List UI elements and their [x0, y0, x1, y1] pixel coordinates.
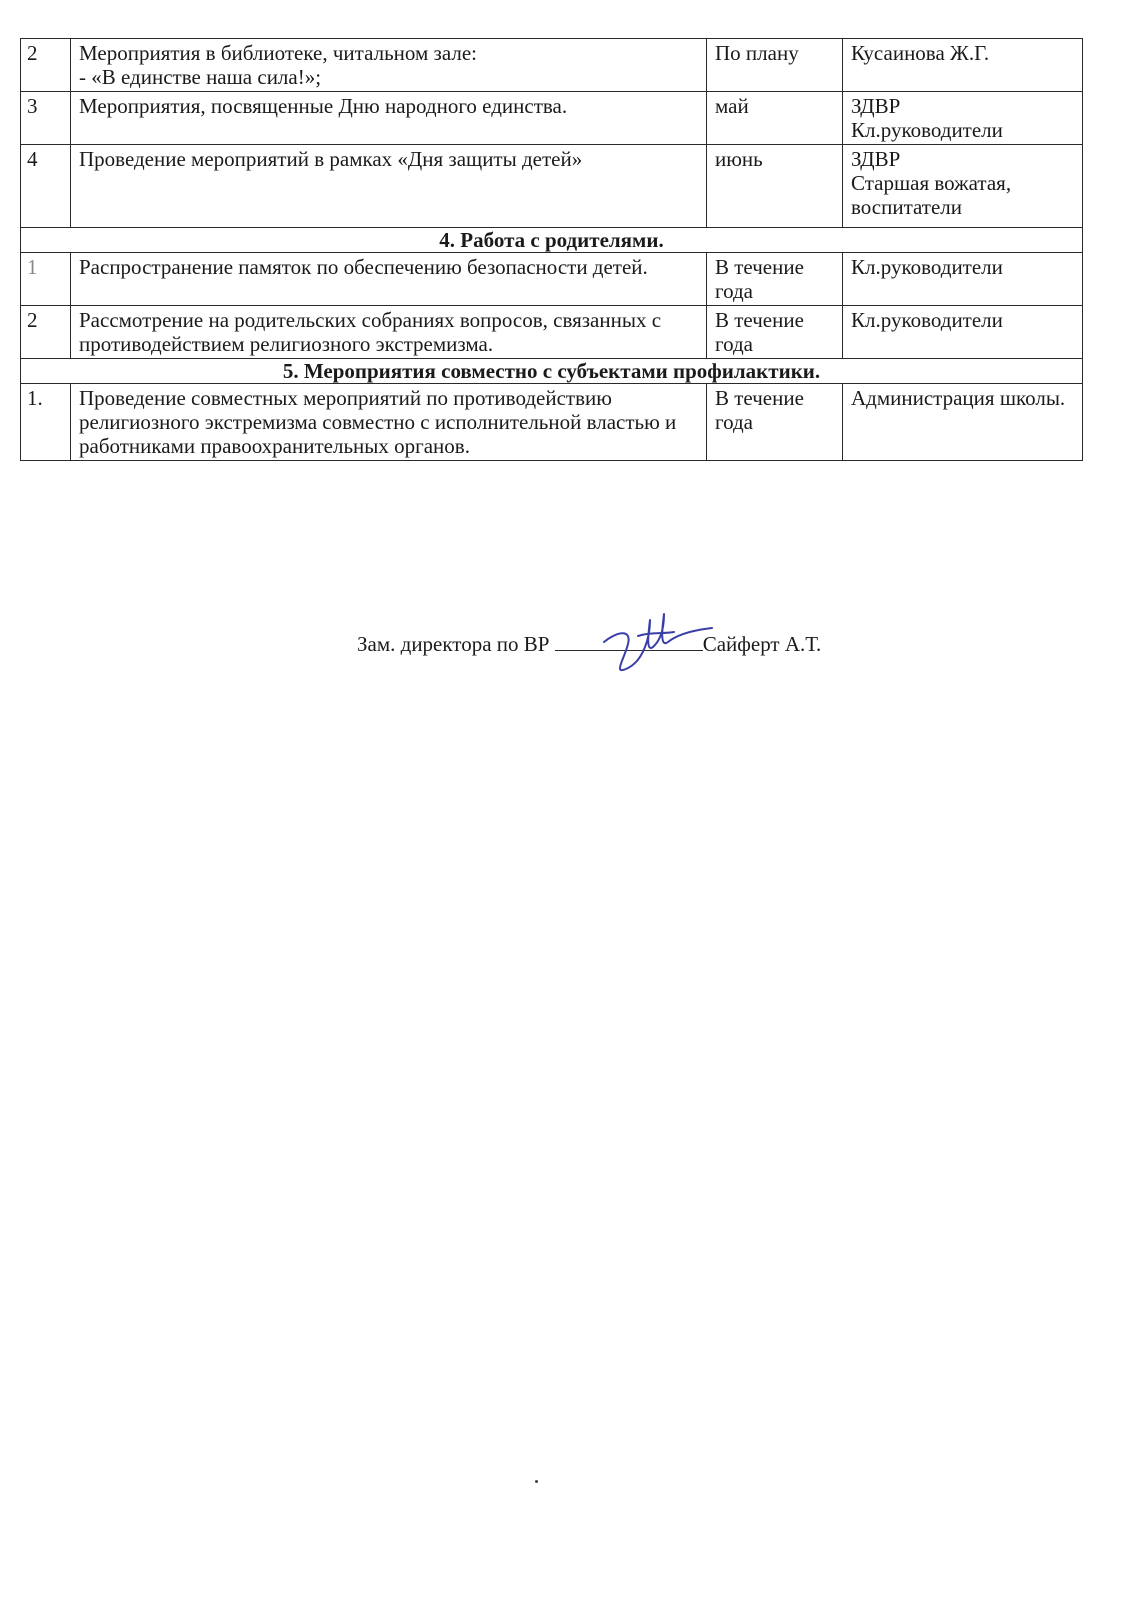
event-cell: Проведение мероприятий в рамках «Дня защиты детей»	[71, 145, 707, 228]
signer-position: Зам. директора по ВР	[357, 632, 550, 656]
responsible-cell	[843, 92, 1083, 145]
row-number: 3	[21, 92, 71, 145]
handwritten-signature	[598, 606, 716, 678]
table-row	[21, 145, 1083, 228]
event-subtitle: - «В единстве наша сила!»;	[79, 65, 322, 89]
responsible-line: ЗДВР	[851, 147, 901, 171]
event-cell: Рассмотрение на родительских собраниях вопросов, связанных с противодействием религиозного экстремизма.	[71, 306, 707, 359]
responsible-cell: Кл.руководители	[843, 253, 1083, 306]
table-row	[21, 39, 1083, 92]
responsible-cell	[843, 145, 1083, 228]
table-row	[21, 253, 1083, 306]
event-cell: Распространение памяток по обеспечению безопасности детей.	[71, 253, 707, 306]
section-5-title: 5. Мероприятия совместно с субъектами профилактики.	[21, 359, 1083, 384]
term-cell: июнь	[707, 145, 843, 228]
term-cell: В течение года	[707, 384, 843, 461]
section-header-row	[21, 359, 1083, 384]
row-number: 1	[21, 253, 71, 306]
responsible-line: Старшая вожатая,	[851, 171, 1012, 195]
section-4-title: 4. Работа с родителями.	[21, 228, 1083, 253]
responsible-line: воспитатели	[851, 195, 963, 219]
row-number: 4	[21, 145, 71, 228]
event-cell	[71, 39, 707, 92]
speck	[535, 1480, 538, 1483]
responsible-cell: Администрация школы.	[843, 384, 1083, 461]
term-cell: В течение года	[707, 306, 843, 359]
table-row	[21, 92, 1083, 145]
responsible-line: Кусаинова Ж.Г.	[851, 41, 990, 65]
responsible-line: Кл.руководители	[851, 118, 1003, 142]
responsible-cell	[843, 39, 1083, 92]
responsible-line: ЗДВР	[851, 94, 901, 118]
signature-block	[357, 632, 821, 657]
signer-name: Сайферт А.Т.	[702, 632, 822, 656]
row-number: 1.	[21, 384, 71, 461]
term-cell: В течение года	[707, 253, 843, 306]
row-number: 2	[21, 306, 71, 359]
row-number: 2	[21, 39, 71, 92]
term-cell: май	[707, 92, 843, 145]
table-row	[21, 306, 1083, 359]
event-cell: Мероприятия, посвященные Дню народного единства.	[71, 92, 707, 145]
term-cell: По плану	[707, 39, 843, 92]
event-title: Мероприятия в библиотеке, читальном зале:	[79, 41, 477, 65]
responsible-cell: Кл.руководители	[843, 306, 1083, 359]
event-cell: Проведение совместных мероприятий по противодействию религиозного экстремизма совместно с исполнительной властью и работниками правоохранительных органов.	[71, 384, 707, 461]
plan-table	[20, 38, 1083, 461]
section-header-row	[21, 228, 1083, 253]
table-row	[21, 384, 1083, 461]
